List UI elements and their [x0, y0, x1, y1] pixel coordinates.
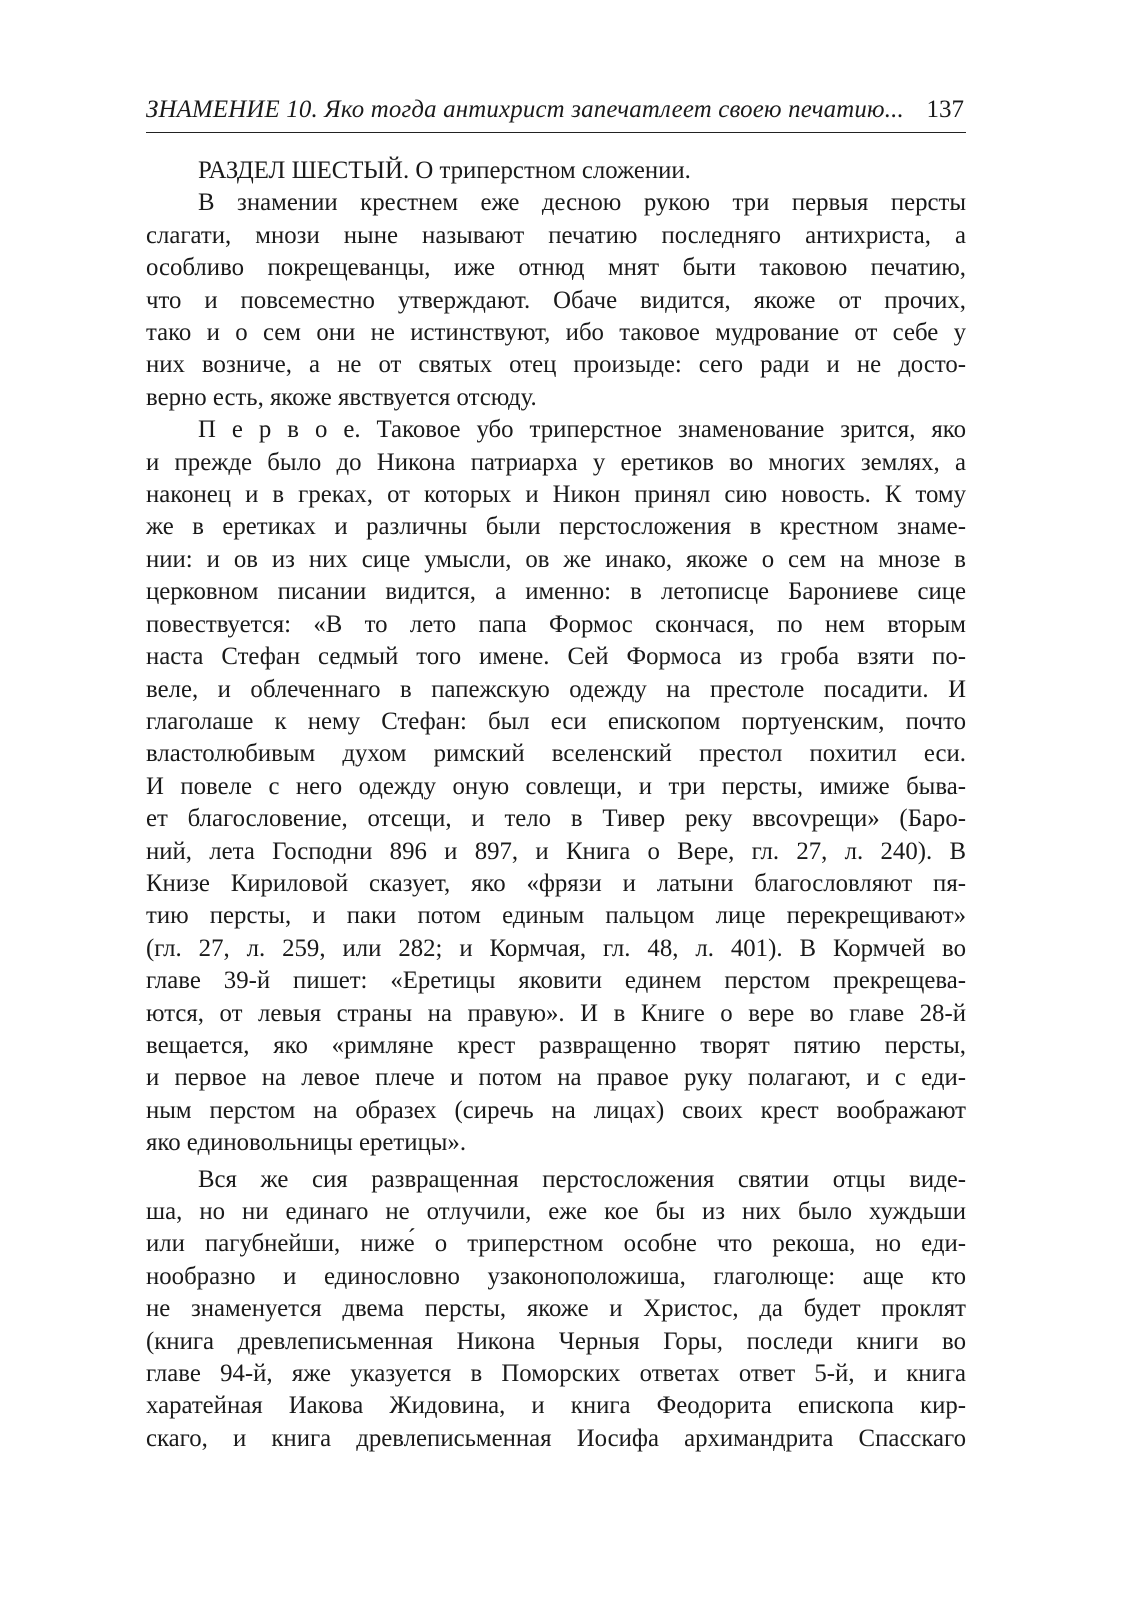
text-line: и прежде было до Никона патриарха у еретиков во многих землях, а [146, 448, 966, 476]
page-number: 137 [926, 96, 964, 123]
text-line: наста Стефан седмый того имене. Сей Формоса из гроба взяти по- [146, 643, 966, 671]
text-line: и первое на левое плече и потом на правое руку полагают, и с еди- [146, 1064, 966, 1092]
text-line: наконец и в греках, от которых и Никон принял сию новость. К тому [146, 481, 966, 509]
text-line: же в еретиках и различны были перстосложения в крестном знаме- [146, 513, 966, 541]
text-line: веле, и облеченнаго в папежскую одежду на престоле посадити. И [146, 675, 966, 703]
text-line: или пагубнейши, ниже́ о триперстном особне что рекоша, но еди- [146, 1230, 966, 1258]
text-line: церковном писании видится, а именно: в летописце Барониеве сице [146, 578, 966, 606]
text-line: ша, но ни единаго не отлучили, еже кое бы из них было хуждьши [146, 1198, 966, 1225]
text-line: (книга древлеписьменная Никона Черныя Горы, последи книги во [146, 1327, 966, 1355]
text-line: тию персты, и паки потом единым пальцом лице перекрещивают» [146, 902, 966, 930]
text-line: слагати, мнози ныне называют печатию последняго антихриста, а [146, 221, 966, 249]
text-line: П е р в о е. Таковое убо триперстное знаменование зрится, яко [198, 416, 966, 444]
body-text [146, 155, 966, 1455]
text-line: главе 39-й пишет: «Еретицы яковити единем перстом прекрещева- [146, 967, 966, 995]
text-line: (гл. 27, л. 259, или 282; и Кормчая, гл. 48, л. 401). В Кормчей во [146, 934, 966, 962]
text-line: властолюбивым духом римский вселенский престол похитил еси. [146, 740, 966, 768]
text-line: ет благословение, отсещи, и тело в Тивер реку ввcovрещи» (Баро- [146, 805, 966, 833]
text-line: повествуется: «В то лето папа Формос скончася, по нем вторым [146, 610, 966, 638]
text-line: них возниче, а не от святых отец произыде: сего ради и не досто- [146, 351, 966, 379]
text-line: скаго, и книга древлеписьменная Иосифа архимандрита Спасскаго [146, 1424, 966, 1452]
text-line: Книзе Кириловой сказует, яко «фрязи и латыни благословляют пя- [146, 869, 966, 897]
text-line: тако и о сем они не истинствуют, ибо таковое мудрование от себе у [146, 319, 966, 347]
running-title: ЗНАМЕНИЕ 10. Яко тогда антихрист запечатлеет своею печатию... [146, 96, 904, 123]
text-line: яко единовольницы еретицы». [146, 1129, 467, 1157]
text-line: Вся же сия развращенная перстосложения святии отцы виде- [198, 1165, 966, 1193]
text-line: особливо покрещеванцы, иже отнюд мнят быти таковою печатию, [146, 254, 966, 282]
text-line: нии: и ов из них сице умысли, ов же инако, якоже о сем на мнозе в [146, 545, 966, 573]
section-heading: РАЗДЕЛ ШЕСТЫЙ. О триперстном сложении. [198, 157, 691, 184]
running-head [146, 90, 966, 133]
text-line: главе 94-й, яже указуется в Поморских ответах ответ 5-й, и книга [146, 1360, 966, 1388]
text-line: ются, от левыя страны на правую». И в Книге о вере во главе 28-й [146, 999, 966, 1027]
text-line: В знамении крестнем еже десною рукою три первыя персты [198, 189, 966, 217]
text-line: глаголаше к нему Стефан: был еси епископом портуенским, почто [146, 707, 966, 735]
text-line: ным перстом на образех (сиречь на лицах) своих крест воображают [146, 1096, 966, 1124]
text-line: И повеле с него одежду оную совлещи, и три персты, имиже быва- [146, 772, 966, 800]
text-line: ний, лета Господни 896 и 897, и Книга о Вере, гл. 27, л. 240). В [146, 837, 966, 865]
book-page [146, 90, 966, 1455]
text-line: харатейная Иакова Жидовина, и книга Феодорита епископа кир- [146, 1392, 966, 1420]
text-line: верно есть, якоже явствуется отсюду. [146, 383, 537, 411]
text-line: вещается, яко «римляне крест развращенно творят пятию персты, [146, 1031, 966, 1059]
text-line: что и повсеместно утверждают. Обаче видится, якоже от прочих, [146, 286, 966, 314]
text-line: нообразно и единословно узаконоположиша, глаголюще: аще кто [146, 1262, 966, 1290]
text-line: не знаменуется двема персты, якоже и Христос, да будет проклят [146, 1295, 966, 1323]
